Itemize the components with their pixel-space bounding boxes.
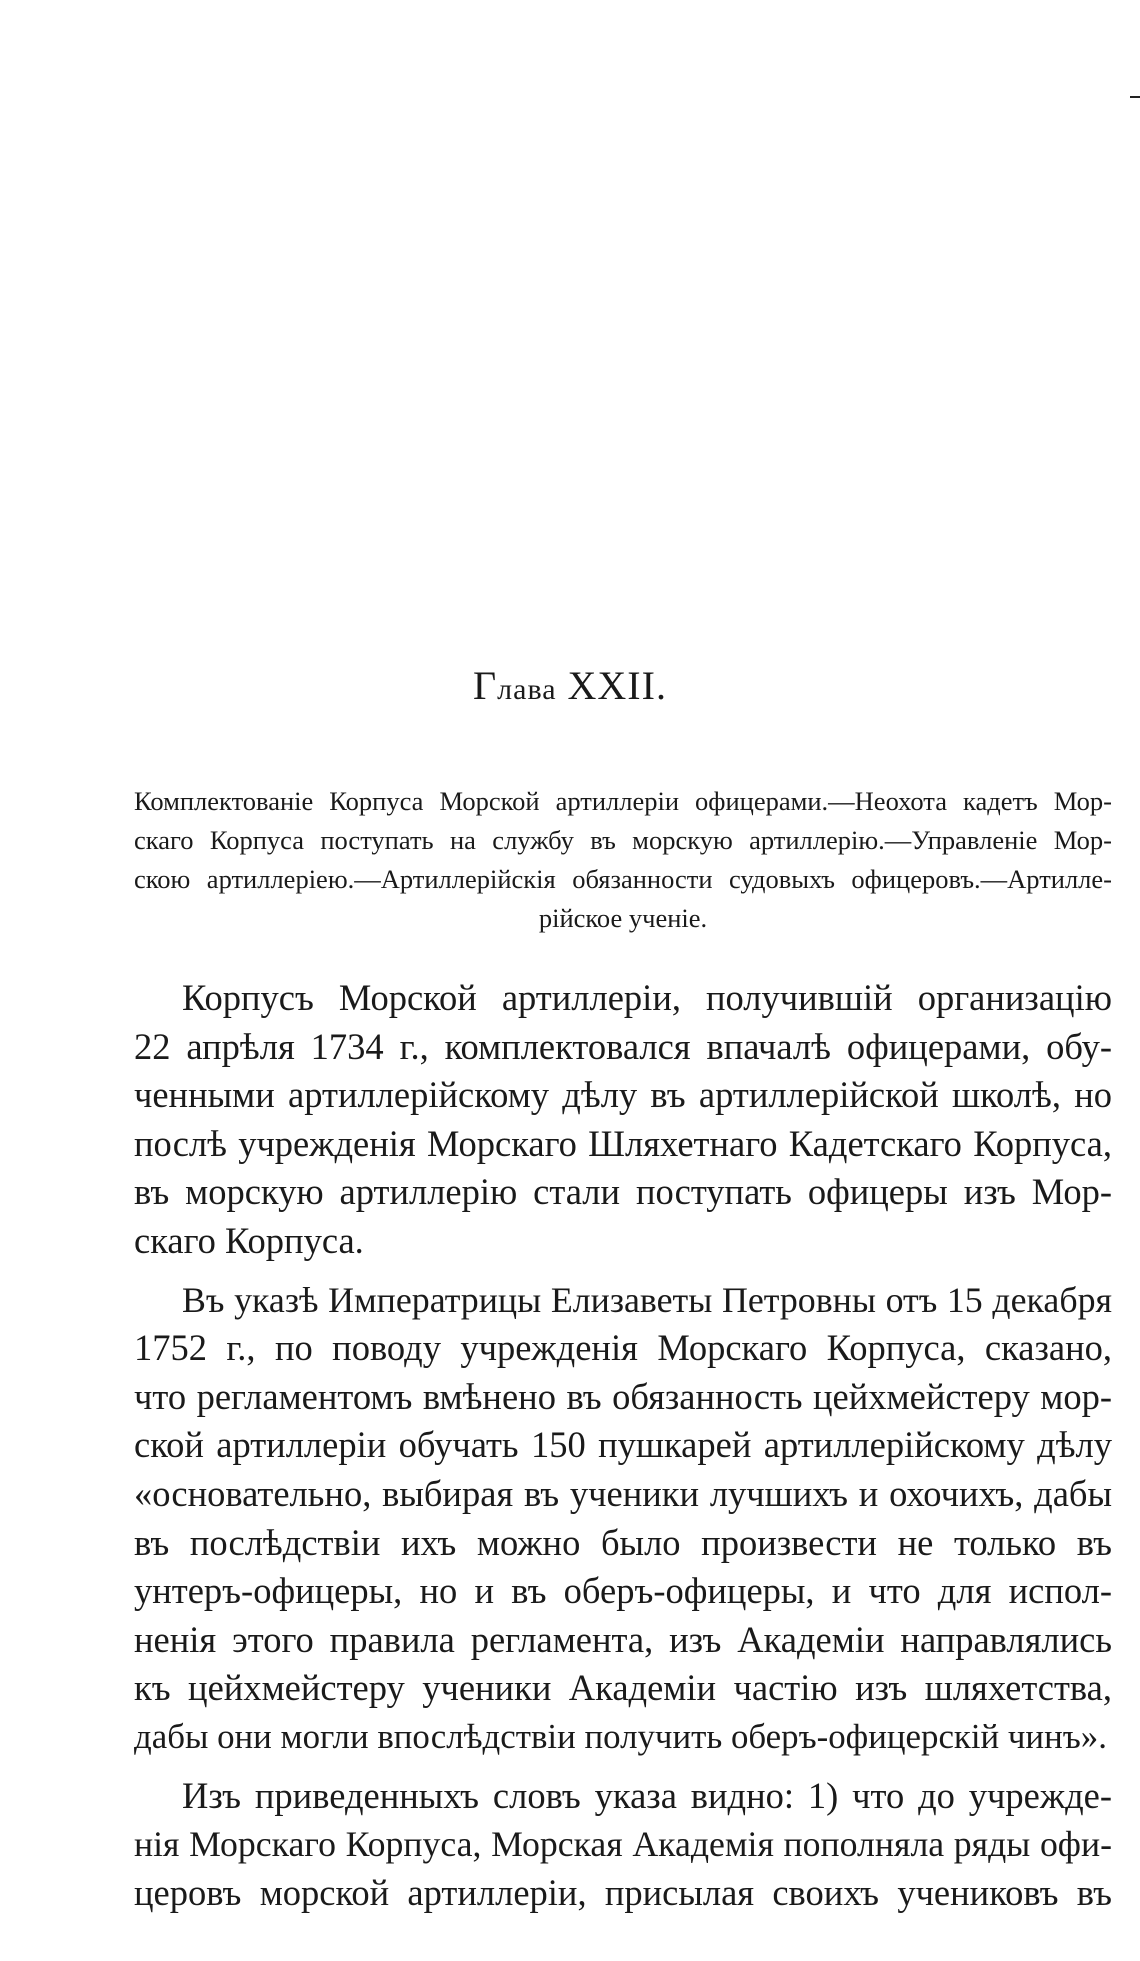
paragraph [134,974,1112,1266]
summary-line: Комплектованіе Корпуса Морской артиллеріи офицерами.—Неохота кадетъ Мор- [134,786,1112,816]
text-line: ченными артиллерійскому дѣлу въ артиллерійской школѣ, но [134,1074,1112,1116]
text-line: въ морскую артиллерію стали поступать офицеры изъ Мор- [134,1171,1112,1213]
summary-line: скаго Корпуса поступать на службу въ морскую артиллерію.—Управленіе Мор- [134,825,1112,855]
paragraph [134,1276,1112,1762]
text-line: ской артиллеріи обучать 150 пушкарей артиллерійскому дѣлу [134,1424,1112,1466]
text-line: послѣ учрежденія Морскаго Шляхетнаго Кадетскаго Корпуса, [134,1122,1112,1164]
text-line: скаго Корпуса. [134,1219,364,1261]
chapter-title-initial: Г [473,663,498,708]
paragraph [134,1772,1112,1918]
text-line: «основательно, выбирая въ ученики лучшихъ и охочихъ, дабы [134,1472,1112,1514]
page-edge-mark [1130,96,1140,98]
text-line: Въ указѣ Императрицы Елизаветы Петровны отъ 15 декабря [182,1279,1112,1320]
chapter-title-word: лава [497,673,557,706]
text-line: Корпусъ Морской артиллеріи, получившій организацію [182,977,1112,1018]
summary-line: рійское ученіе. [538,903,708,933]
text-line: къ цейхмейстеру ученики Академіи частію изъ шляхетства, [134,1667,1112,1709]
text-line: что регламентомъ вмѣнено въ обязанность цейхмейстеру мор- [134,1375,1112,1417]
body-text [134,974,1112,1917]
text-line: церовъ морской артиллеріи, присылая своихъ учениковъ въ [134,1871,1112,1913]
text-line: нія Морскаго Корпуса, Морская Академія пополняла ряды офи- [134,1824,1112,1865]
summary-line: скою артиллеріею.—Артиллерійскія обязанности судовыхъ офицеровъ.—Артилле- [134,864,1112,894]
text-line: 1752 г., по поводу учрежденія Морскаго Корпуса, сказано, [134,1327,1112,1369]
chapter-title [0,662,1140,709]
text-line: Изъ приведенныхъ словъ указа видно: 1) что до учрежде- [182,1774,1112,1816]
chapter-summary [134,782,1112,938]
text-line: въ послѣдствіи ихъ можно было произвести не только въ [134,1521,1112,1563]
text-line: ненія этого правила регламента, изъ Академіи направлялись [134,1618,1112,1660]
text-line: 22 апрѣля 1734 г., комплектовался впачалѣ офицерами, обу- [134,1025,1112,1067]
text-line: дабы они могли впослѣдствіи получить оберъ-офицерскій чинъ». [134,1716,1107,1756]
text-line: унтеръ-офицеры, но и въ оберъ-офицеры, и что для испол- [134,1570,1112,1612]
chapter-numeral: XXII. [567,663,667,708]
